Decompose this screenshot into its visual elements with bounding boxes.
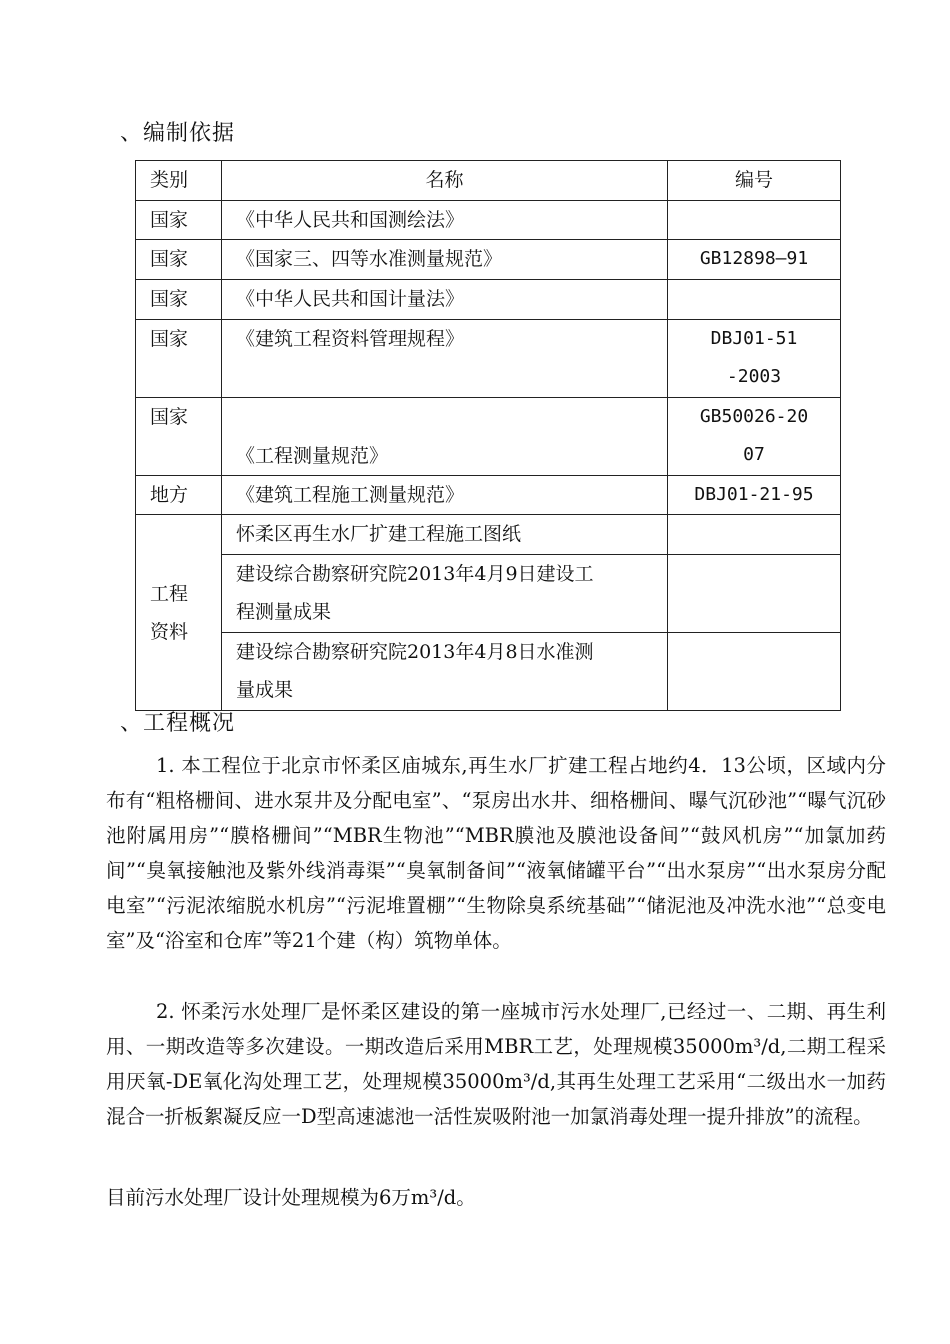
row-category: 国家	[136, 320, 222, 398]
row-name: 《中华人民共和国测绘法》	[222, 201, 668, 240]
project-category	[136, 515, 222, 711]
table-row	[136, 515, 841, 555]
row-number	[668, 201, 841, 240]
row-name: 怀柔区再生水厂扩建工程施工图纸	[222, 515, 668, 555]
row-name-line-1: 建设综合勘察研究院2013年4月9日建设工	[236, 563, 594, 585]
row-number	[668, 280, 841, 320]
row-category: 国家	[136, 201, 222, 240]
table-row	[136, 280, 841, 320]
row-number-line-1: DBJ01-51	[710, 328, 798, 349]
section-2-heading: 、工程概况	[120, 711, 236, 736]
header-number: 编号	[668, 161, 841, 201]
row-number: DBJ01-21-95	[668, 476, 841, 515]
row-number	[668, 398, 841, 476]
table-row	[136, 398, 841, 476]
table-row	[136, 633, 841, 711]
row-name-line-2: 程测量成果	[236, 601, 332, 623]
row-name	[222, 398, 668, 476]
row-name: 《中华人民共和国计量法》	[222, 280, 668, 320]
project-category-line-2: 资料	[150, 620, 189, 643]
row-number-line-1: GB50026-20	[699, 406, 809, 427]
row-name-line-1: 建设综合勘察研究院2013年4月8日水准测	[236, 641, 594, 663]
basis-table	[135, 160, 841, 711]
row-number	[668, 320, 841, 398]
overview-paragraph-1: 1. 本工程位于北京市怀柔区庙城东,再生水厂扩建工程占地约4．13公顷，区域内分布有“粗格栅间、进水泵井及分配电室”、“泵房出水井、细格栅间、曝气沉砂池”“曝气沉砂池附属用房”“膜格栅间”“MBR生物池”“MBR膜池及膜池设备间”“鼓风机房”“加氯加药间”“臭氧接触池及紫外线消毒渠”“臭氧制备间”“液氧储罐平台”“出水泵房”“出水泵房分配电室”“污泥浓缩脱水机房”“污泥堆置棚”“生物除臭系统基础”“储泥池及冲洗水池”“总变电室”及“浴室和仓库”等21个建（构）筑物单体。	[106, 754, 886, 952]
project-category-line-1: 工程	[150, 582, 189, 605]
row-number: GB12898—91	[668, 240, 841, 280]
table-row	[136, 201, 841, 240]
row-number	[668, 555, 841, 633]
row-category: 国家	[136, 240, 222, 280]
row-number	[668, 515, 841, 555]
table-row	[136, 320, 841, 398]
table-row	[136, 240, 841, 280]
row-name: 《建筑工程施工测量规范》	[222, 476, 668, 515]
overview-paragraph-3: 目前污水处理厂设计处理规模为6万m³/d。	[106, 1186, 476, 1209]
header-category: 类别	[136, 161, 222, 201]
table-header-row	[136, 161, 841, 201]
table-row	[136, 555, 841, 633]
row-name	[222, 633, 668, 711]
row-name: 《国家三、四等水准测量规范》	[222, 240, 668, 280]
row-name	[222, 555, 668, 633]
row-number	[668, 633, 841, 711]
overview-paragraph-2: 2. 怀柔污水处理厂是怀柔区建设的第一座城市污水处理厂,已经过一、二期、再生利用、一期改造等多次建设。一期改造后采用MBR工艺，处理规模35000m³/d,二期工程采用厌氧-DE氧化沟处理工艺，处理规模35000m³/d,其再生处理工艺采用“二级出水一加药混合一折板絮凝反应一D型高速滤池一活性炭吸附池一加氯消毒处理一提升排放”的流程。	[106, 1000, 886, 1128]
row-name-line-2: 量成果	[236, 679, 294, 701]
row-number-line-2: -2003	[726, 366, 782, 387]
header-name: 名称	[222, 161, 668, 201]
section-1-heading: 、编制依据	[120, 121, 236, 146]
row-category: 国家	[136, 398, 222, 476]
row-name: 《建筑工程资料管理规程》	[222, 320, 668, 398]
row-category: 国家	[136, 280, 222, 320]
row-number-line-2: 07	[743, 444, 765, 465]
row-category: 地方	[136, 476, 222, 515]
row-name-text: 《工程测量规范》	[236, 445, 389, 467]
table-row	[136, 476, 841, 515]
